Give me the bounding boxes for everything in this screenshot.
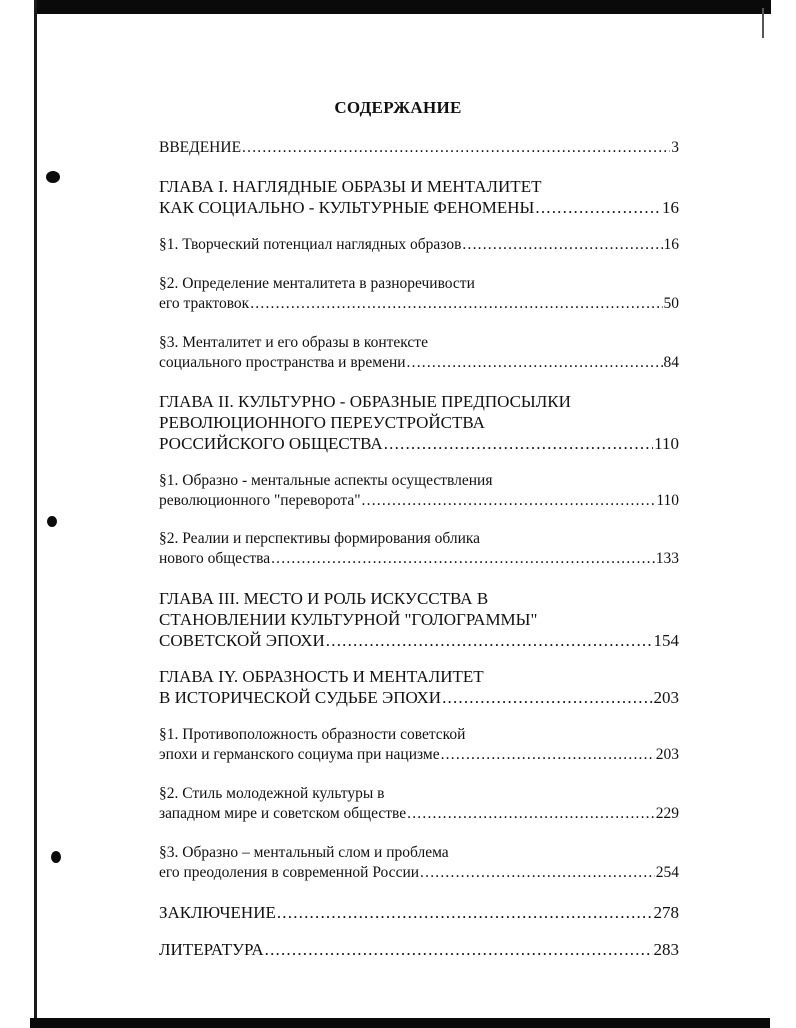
toc-line xyxy=(159,784,679,804)
toc-line xyxy=(159,745,679,765)
toc-line xyxy=(159,391,679,412)
toc-page-number: 50 xyxy=(663,295,679,312)
toc-entry-chapter-2 xyxy=(159,391,679,454)
toc-entry-text: его преодоления в современной России xyxy=(159,864,420,881)
dot-leader xyxy=(271,549,655,569)
toc-page-number: 110 xyxy=(656,492,679,509)
toc-line xyxy=(159,863,679,883)
page-title: СОДЕРЖАНИЕ xyxy=(334,98,462,117)
toc-page-number: 84 xyxy=(663,354,679,371)
toc-line xyxy=(159,588,679,609)
toc-entry-text: В ИСТОРИЧЕСКОЙ СУДЬБЕ ЭПОХИ xyxy=(159,688,442,707)
toc-entry-text: §2. Стиль молодежной культуры в xyxy=(159,785,385,802)
toc-entry-chapter-4 xyxy=(159,666,679,708)
toc-entry-section xyxy=(159,274,679,314)
toc-entry-section xyxy=(159,471,679,511)
toc-entry-section xyxy=(159,725,679,765)
toc-entry-text: §1. Творческий потенциал наглядных образов xyxy=(159,236,462,253)
dot-leader xyxy=(442,687,652,708)
toc-entry-text: ГЛАВА I. НАГЛЯДНЫЕ ОБРАЗЫ И МЕНТАЛИТЕТ xyxy=(159,177,542,196)
toc-entry-introduction xyxy=(159,138,679,158)
toc-line xyxy=(159,609,679,630)
toc-line xyxy=(159,939,679,960)
toc-entry-text: КАК СОЦИАЛЬНО - КУЛЬТУРНЫЕ ФЕНОМЕНЫ xyxy=(159,198,535,217)
toc-entry-text: ВВЕДЕНИЕ xyxy=(159,139,242,156)
dot-leader xyxy=(420,863,655,883)
toc-entry-text: РОССИЙСКОГО ОБЩЕСТВА xyxy=(159,434,383,453)
toc-entry-section xyxy=(159,529,679,569)
toc-entry-text: ЗАКЛЮЧЕНИЕ xyxy=(159,903,276,922)
toc-page-number: 133 xyxy=(655,550,679,567)
dot-leader xyxy=(407,804,655,824)
scan-border-left xyxy=(34,0,37,1028)
toc-entry-text: §1. Образно - ментальные аспекты осуществления xyxy=(159,472,493,489)
toc-entry-text: нового общества xyxy=(159,550,271,567)
dot-leader xyxy=(535,197,661,218)
toc-line xyxy=(159,666,679,687)
toc-entry-section xyxy=(159,235,679,255)
toc-line xyxy=(159,197,679,218)
toc-entry-text: ГЛАВА II. КУЛЬТУРНО - ОБРАЗНЫЕ ПРЕДПОСЫЛКИ xyxy=(159,392,571,411)
toc-line xyxy=(159,294,679,314)
toc-line xyxy=(159,902,679,923)
toc-entry-text: §2. Определение менталитета в разноречивости xyxy=(159,275,475,292)
dot-leader xyxy=(250,294,662,314)
toc-entry-text: западном мире и советском обществе xyxy=(159,805,407,822)
toc-line xyxy=(159,138,679,158)
toc-page-number: 110 xyxy=(654,434,679,453)
toc-entry-text: его трактовок xyxy=(159,295,250,312)
toc-entry-text: эпохи и германского социума при нацизме xyxy=(159,746,440,763)
toc-line xyxy=(159,843,679,863)
toc-line xyxy=(159,630,679,651)
punch-hole-icon xyxy=(46,171,60,183)
toc-entry-text: §1. Противоположность образности советской xyxy=(159,726,466,743)
toc-entry-text: СТАНОВЛЕНИИ КУЛЬТУРНОЙ "ГОЛОГРАММЫ" xyxy=(159,610,538,629)
toc-entry-text: §3. Образно – ментальный слом и проблема xyxy=(159,844,449,861)
dot-leader xyxy=(277,902,653,923)
toc-entry-text: СОВЕТСКОЙ ЭПОХИ xyxy=(159,631,325,650)
scan-mark-right xyxy=(762,8,764,38)
toc-line xyxy=(159,491,679,511)
toc-line xyxy=(159,333,679,353)
toc-line xyxy=(159,804,679,824)
toc-page-number: 203 xyxy=(653,688,679,707)
toc-entry-literature xyxy=(159,939,679,960)
dot-leader xyxy=(242,138,670,158)
toc-line xyxy=(159,353,679,373)
toc-entry-section xyxy=(159,784,679,824)
toc-entry-chapter-3 xyxy=(159,588,679,651)
punch-hole-icon xyxy=(47,516,57,527)
toc-entry-text: революционного "переворота" xyxy=(159,492,361,509)
dot-leader xyxy=(407,353,663,373)
toc-line xyxy=(159,529,679,549)
toc-entry-text: социального пространства и времени xyxy=(159,354,406,371)
toc-entry-text: §3. Менталитет и его образы в контексте xyxy=(159,334,428,351)
toc-entry-text: ГЛАВА IY. ОБРАЗНОСТЬ И МЕНТАЛИТЕТ xyxy=(159,667,484,686)
toc-entry-text: ЛИТЕРАТУРА xyxy=(159,940,264,959)
toc-page-number: 283 xyxy=(653,940,679,959)
toc-line xyxy=(159,274,679,294)
toc-entry-conclusion xyxy=(159,902,679,923)
toc-page-number: 16 xyxy=(663,236,679,253)
toc-entry-text: §2. Реалии и перспективы формирования облика xyxy=(159,530,481,547)
toc-entry-section xyxy=(159,843,679,883)
toc-page-number: 154 xyxy=(653,631,679,650)
dot-leader xyxy=(362,491,656,511)
dot-leader xyxy=(441,745,655,765)
punch-hole-icon xyxy=(51,851,61,863)
toc-line xyxy=(159,235,679,255)
scan-border-bottom xyxy=(30,1018,770,1028)
toc-line xyxy=(159,687,679,708)
dot-leader xyxy=(265,939,653,960)
toc-page-number: 254 xyxy=(655,864,679,881)
dot-leader xyxy=(326,630,653,651)
toc-page-number: 16 xyxy=(662,198,679,217)
dot-leader xyxy=(384,433,653,454)
toc-page-number: 278 xyxy=(653,903,679,922)
toc-line xyxy=(159,412,679,433)
toc-entry-chapter-1 xyxy=(159,176,679,218)
toc-page-number: 229 xyxy=(655,805,679,822)
scan-border-top xyxy=(36,0,771,14)
toc-entry-text: РЕВОЛЮЦИОННОГО ПЕРЕУСТРОЙСТВА xyxy=(159,413,485,432)
toc-line xyxy=(159,471,679,491)
toc-entry-text: ГЛАВА III. МЕСТО И РОЛЬ ИСКУССТВА В xyxy=(159,589,489,608)
toc-line xyxy=(159,176,679,197)
toc-page-number: 3 xyxy=(671,139,679,156)
toc-line xyxy=(159,433,679,454)
toc-line xyxy=(159,725,679,745)
toc-page-number: 203 xyxy=(655,746,679,763)
toc-entry-section xyxy=(159,333,679,373)
toc-line xyxy=(159,549,679,569)
dot-leader xyxy=(462,235,662,255)
